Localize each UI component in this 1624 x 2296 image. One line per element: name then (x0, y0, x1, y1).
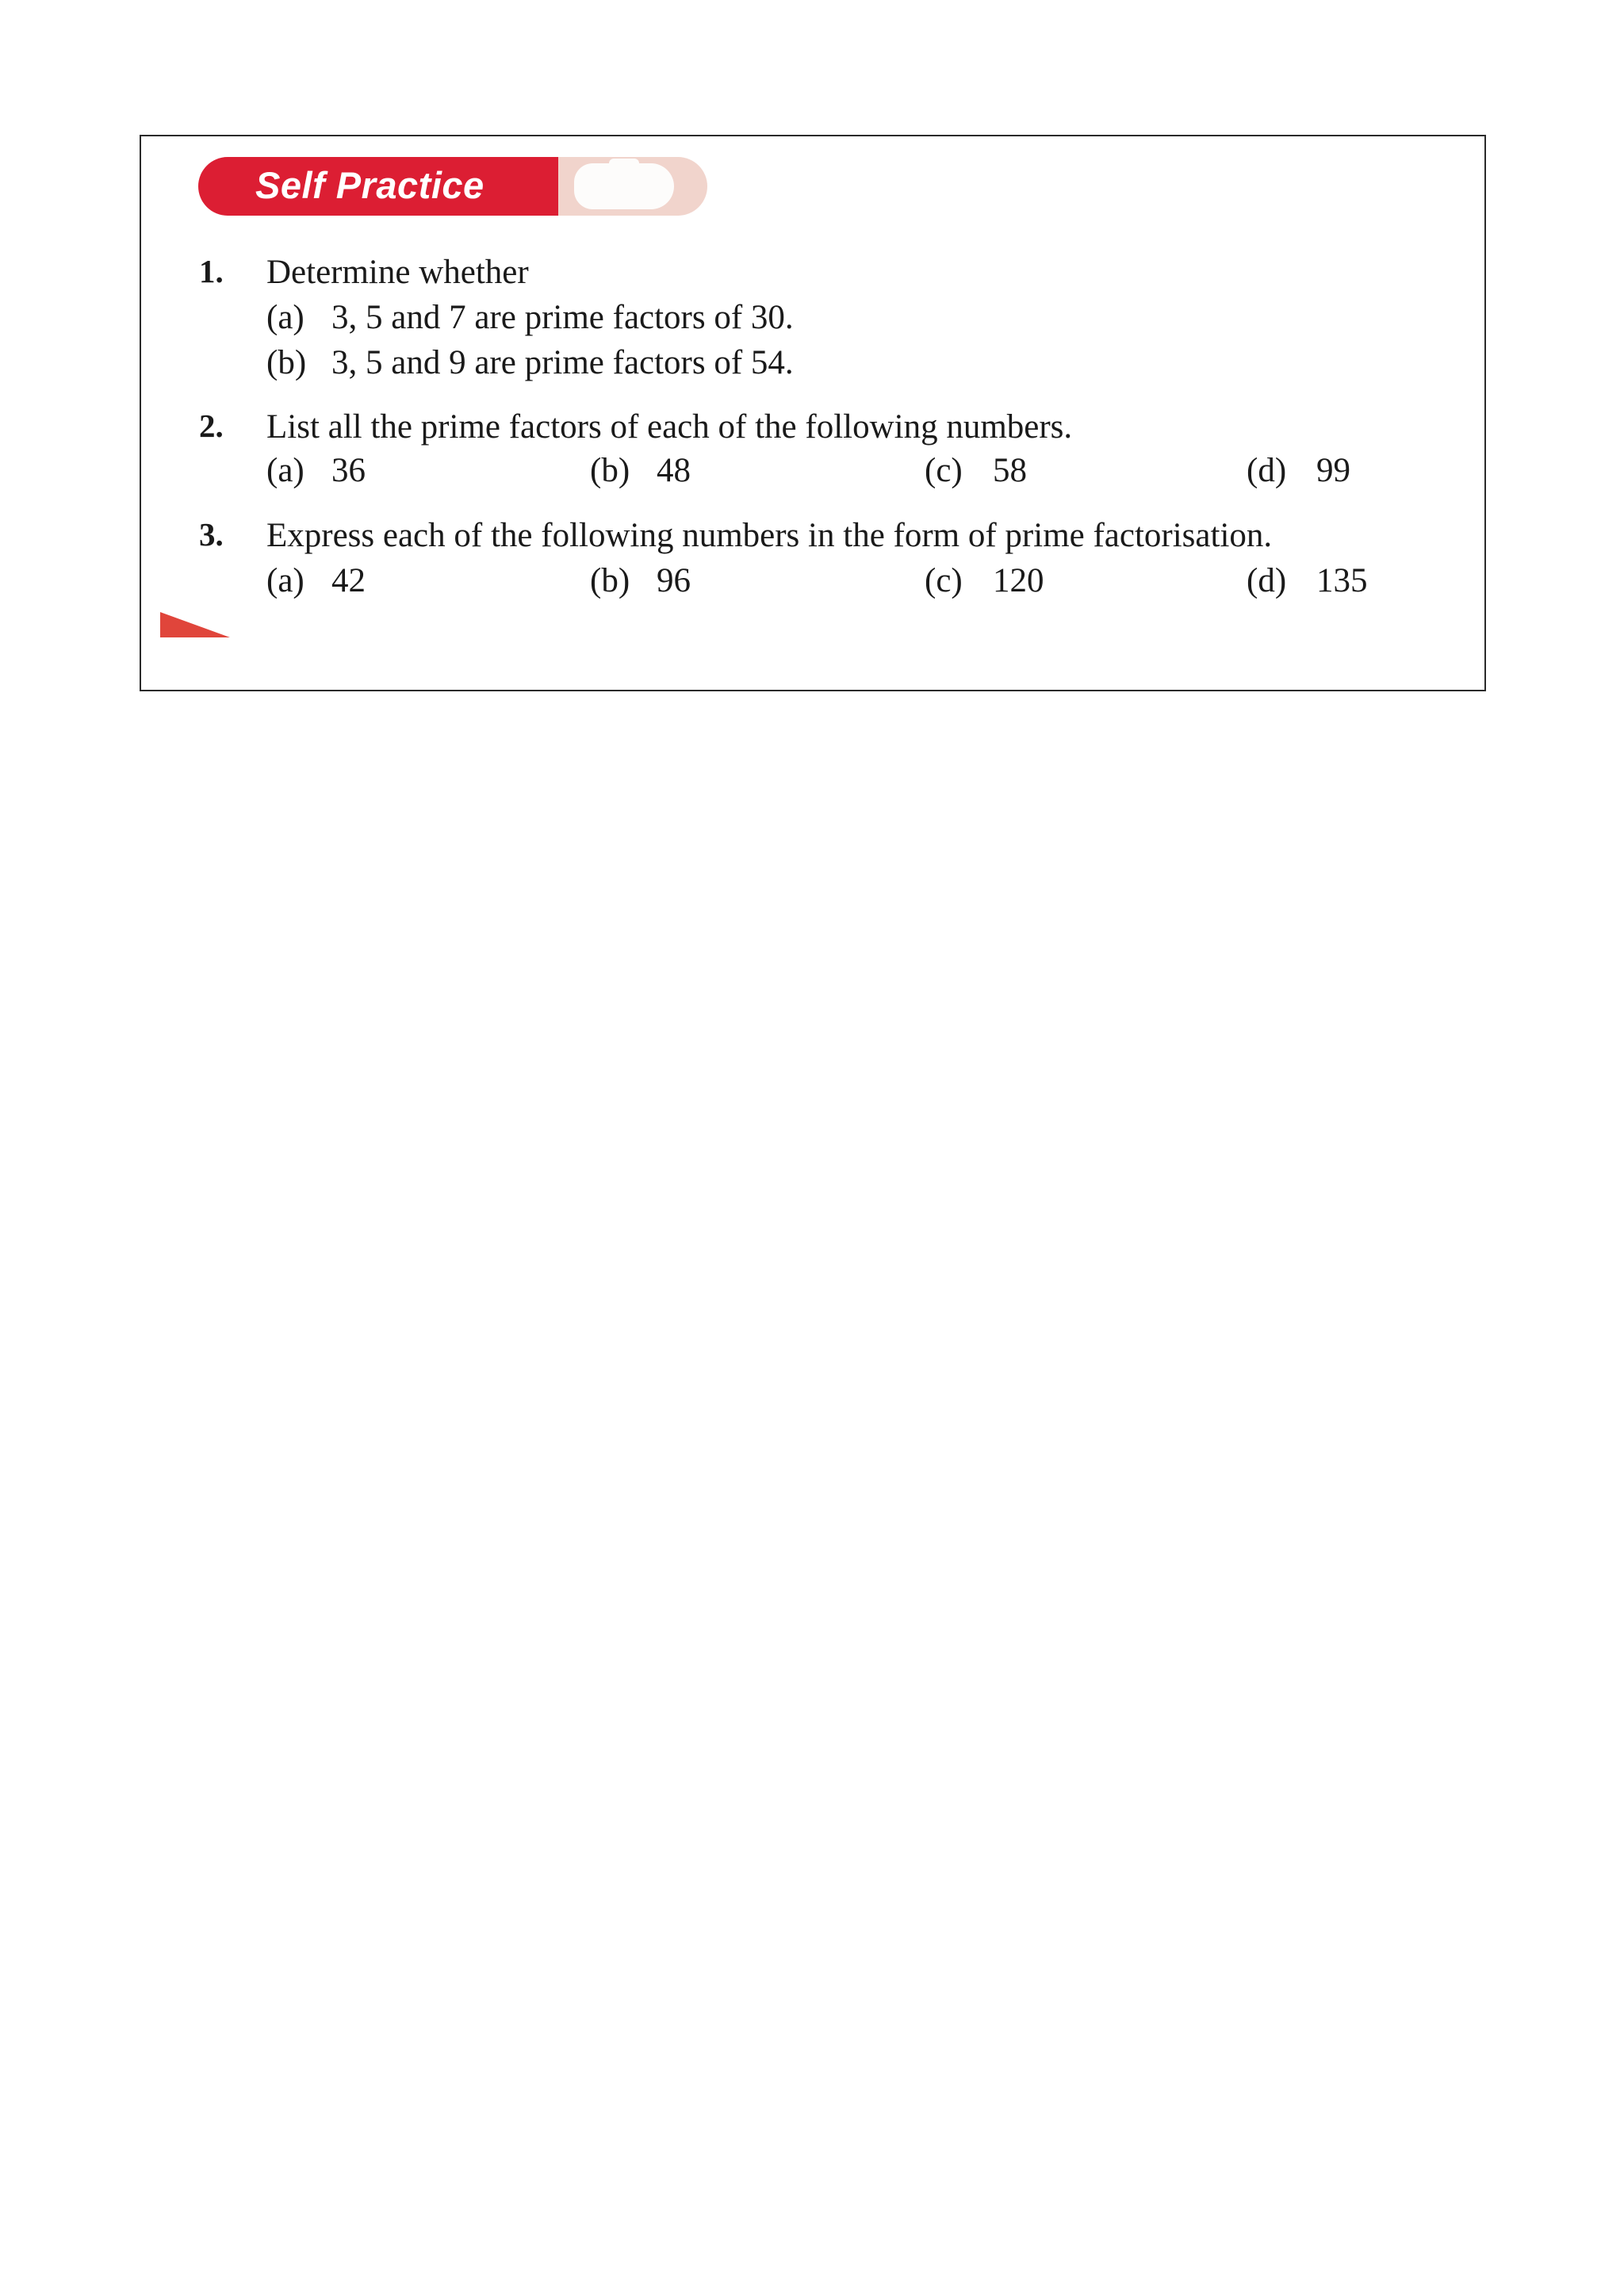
self-practice-banner (198, 157, 707, 216)
question-1-prompt: Determine whether (266, 254, 529, 291)
question-1-part-a-text: 3, 5 and 7 are prime factors of 30. (331, 299, 794, 336)
corner-triangle-icon (160, 612, 230, 637)
question-2-part-d-text: 99 (1316, 452, 1350, 489)
question-3-number: 3. (199, 516, 224, 553)
question-3-prompt: Express each of the following numbers in the form of prime factorisation. (266, 517, 1273, 554)
question-3-part-a-label: (a) (266, 562, 304, 599)
question-3-part-a-text: 42 (331, 562, 366, 599)
banner-emblem-icon (574, 163, 674, 209)
question-2-number: 2. (199, 408, 224, 444)
question-2-part-b-label: (b) (590, 452, 630, 489)
question-1-number: 1. (199, 253, 224, 289)
question-3-part-c-label: (c) (925, 562, 963, 599)
question-2-part-c-text: 58 (993, 452, 1027, 489)
question-2-part-d-label: (d) (1247, 452, 1287, 489)
question-2-part-a-label: (a) (266, 452, 304, 489)
question-2-prompt: List all the prime factors of each of the following numbers. (266, 408, 1073, 446)
banner-emblem-notch (609, 159, 639, 170)
question-3-part-c-text: 120 (993, 562, 1044, 599)
question-3-part-d-label: (d) (1247, 562, 1287, 599)
question-3-part-d-text: 135 (1316, 562, 1368, 599)
self-practice-box (140, 135, 1486, 691)
question-3-part-b-text: 96 (657, 562, 691, 599)
question-2-part-c-label: (c) (925, 452, 963, 489)
question-3-part-b-label: (b) (590, 562, 630, 599)
question-2-part-b-text: 48 (657, 452, 691, 489)
question-2-part-a-text: 36 (331, 452, 366, 489)
section-title: Self Practice (255, 164, 485, 206)
question-1-part-b-text: 3, 5 and 9 are prime factors of 54. (331, 344, 794, 381)
question-1-part-a-label: (a) (266, 299, 304, 336)
question-1-part-b-label: (b) (266, 344, 307, 381)
